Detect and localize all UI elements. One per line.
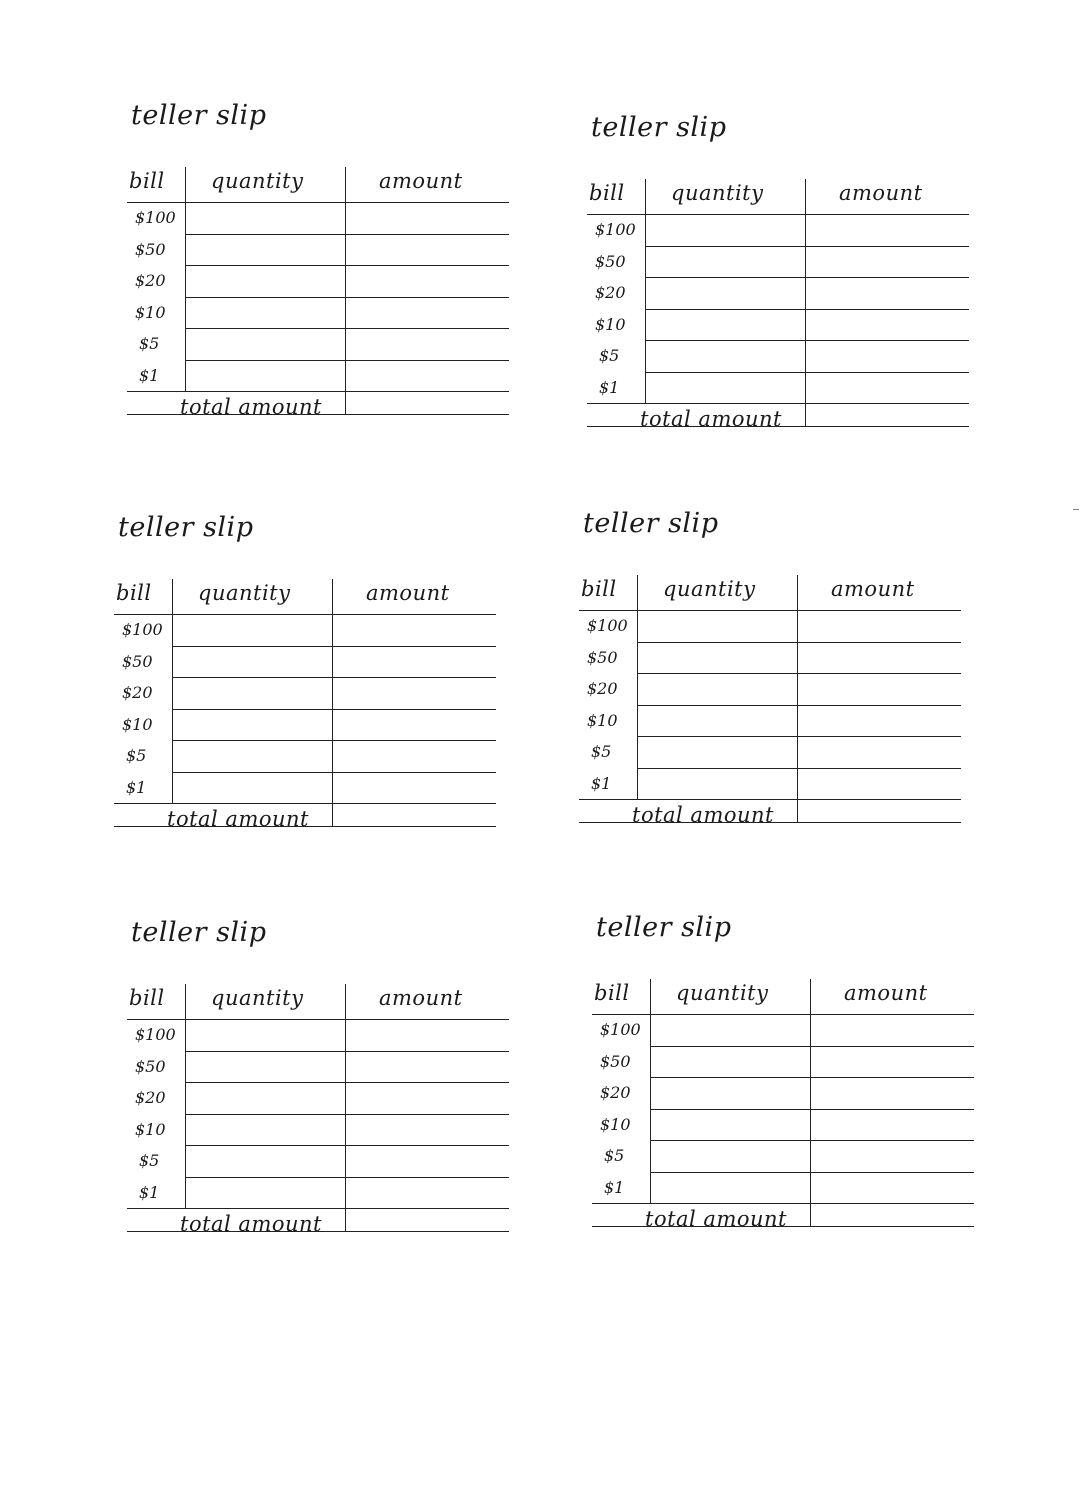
bill-denomination: $100	[122, 620, 163, 639]
amount-field[interactable]	[812, 1079, 972, 1107]
quantity-field[interactable]	[187, 1116, 343, 1144]
bill-denomination: $10	[600, 1114, 631, 1134]
amount-field[interactable]	[799, 675, 959, 703]
slip-table	[592, 964, 974, 1231]
amount-field[interactable]	[812, 1016, 972, 1044]
bill-denomination: $50	[595, 251, 626, 271]
bill-denomination: $5	[126, 746, 147, 765]
row-line	[185, 297, 509, 298]
total-top-line	[592, 1203, 974, 1204]
quantity-field[interactable]	[187, 1147, 343, 1175]
quantity-field[interactable]	[174, 648, 330, 676]
amount-field[interactable]	[334, 679, 494, 707]
quantity-field[interactable]	[187, 1053, 343, 1081]
slip-table	[127, 969, 509, 1236]
row-line	[645, 309, 969, 310]
row-line	[650, 1172, 974, 1173]
header-bill: bill	[594, 981, 630, 1005]
row-line	[650, 1140, 974, 1141]
slip-table	[127, 152, 509, 419]
row-line	[637, 768, 961, 769]
total-amount-label: total amount	[180, 1212, 322, 1236]
teller-slip	[127, 917, 509, 1237]
row-line	[185, 1114, 509, 1115]
total-top-line	[579, 799, 961, 800]
amount-field[interactable]	[799, 738, 959, 766]
amount-field[interactable]	[812, 1111, 972, 1139]
amount-field[interactable]	[807, 216, 967, 244]
bill-denomination: $50	[122, 651, 153, 671]
quantity-field[interactable]	[639, 707, 795, 735]
quantity-field[interactable]	[174, 616, 330, 644]
amount-field[interactable]	[807, 311, 967, 339]
bill-denomination: $100	[595, 220, 636, 239]
bill-denomination: $1	[139, 1182, 160, 1202]
bill-denomination: $1	[599, 377, 620, 397]
quantity-field[interactable]	[639, 612, 795, 640]
amount-field[interactable]	[347, 1179, 507, 1207]
header-underline	[127, 1019, 509, 1020]
bill-denomination: $5	[139, 334, 160, 353]
slip-title: teller slip	[118, 512, 254, 543]
header-amount: amount	[379, 986, 463, 1010]
amount-field[interactable]	[807, 248, 967, 276]
table-bottom-line	[587, 426, 969, 427]
slip-title: teller slip	[591, 112, 727, 143]
column-divider	[332, 579, 333, 826]
header-amount: amount	[366, 581, 450, 605]
table-bottom-line	[127, 1231, 509, 1232]
row-line	[637, 642, 961, 643]
quantity-field[interactable]	[187, 1021, 343, 1049]
row-line	[185, 1082, 509, 1083]
row-line	[645, 277, 969, 278]
total-amount-field[interactable]	[347, 393, 507, 412]
column-divider	[797, 575, 798, 822]
amount-field[interactable]	[347, 204, 507, 232]
amount-field[interactable]	[334, 774, 494, 802]
quantity-field[interactable]	[647, 248, 803, 276]
quantity-field[interactable]	[187, 236, 343, 264]
slip-title: teller slip	[131, 917, 267, 948]
amount-field[interactable]	[347, 1084, 507, 1112]
quantity-field[interactable]	[639, 738, 795, 766]
total-top-line	[127, 391, 509, 392]
slip-table	[587, 164, 969, 431]
header-quantity: quantity	[211, 986, 304, 1010]
row-line	[637, 705, 961, 706]
amount-field[interactable]	[347, 1021, 507, 1049]
header-underline	[592, 1014, 974, 1015]
header-amount: amount	[831, 577, 915, 601]
total-amount-label: total amount	[645, 1207, 787, 1231]
header-quantity: quantity	[211, 169, 304, 193]
bill-denomination: $50	[135, 239, 166, 259]
total-amount-field[interactable]	[799, 801, 959, 820]
row-line	[172, 772, 496, 773]
quantity-field[interactable]	[174, 742, 330, 770]
quantity-field[interactable]	[647, 279, 803, 307]
header-bill: bill	[116, 581, 152, 605]
quantity-field[interactable]	[647, 311, 803, 339]
total-amount-label: total amount	[632, 803, 774, 827]
bill-denomination: $1	[591, 773, 612, 793]
amount-field[interactable]	[812, 1048, 972, 1076]
amount-field[interactable]	[807, 342, 967, 370]
total-top-line	[127, 1208, 509, 1209]
quantity-field[interactable]	[639, 675, 795, 703]
column-divider	[645, 179, 646, 403]
teller-slip	[127, 100, 509, 420]
amount-field[interactable]	[347, 1053, 507, 1081]
header-bill: bill	[589, 181, 625, 205]
total-top-line	[587, 403, 969, 404]
bill-denomination: $10	[587, 710, 618, 730]
quantity-field[interactable]	[187, 267, 343, 295]
bill-denomination: $100	[135, 208, 176, 227]
header-underline	[114, 614, 496, 615]
table-bottom-line	[592, 1226, 974, 1227]
header-quantity: quantity	[198, 581, 291, 605]
bill-denomination: $20	[600, 1083, 631, 1102]
column-divider	[185, 167, 186, 391]
column-divider	[345, 167, 346, 414]
total-top-line	[114, 803, 496, 804]
quantity-field[interactable]	[647, 216, 803, 244]
slip-table	[114, 564, 496, 831]
bill-denomination: $5	[604, 1146, 625, 1165]
quantity-field[interactable]	[187, 330, 343, 358]
amount-field[interactable]	[799, 707, 959, 735]
header-amount: amount	[839, 181, 923, 205]
amount-field[interactable]	[812, 1142, 972, 1170]
bill-denomination: $50	[600, 1051, 631, 1071]
amount-field[interactable]	[807, 279, 967, 307]
column-divider	[810, 979, 811, 1226]
row-line	[645, 246, 969, 247]
bill-denomination: $50	[135, 1056, 166, 1076]
quantity-field[interactable]	[652, 1111, 808, 1139]
teller-slip	[587, 112, 969, 432]
bill-denomination: $50	[587, 647, 618, 667]
amount-field[interactable]	[812, 1174, 972, 1202]
column-divider	[345, 984, 346, 1231]
bill-denomination: $20	[595, 283, 626, 302]
slip-title: teller slip	[596, 912, 732, 943]
amount-field[interactable]	[799, 644, 959, 672]
quantity-field[interactable]	[639, 644, 795, 672]
amount-field[interactable]	[347, 1147, 507, 1175]
bill-denomination: $10	[595, 314, 626, 334]
column-divider	[185, 984, 186, 1208]
total-amount-field[interactable]	[347, 1210, 507, 1229]
table-bottom-line	[114, 826, 496, 827]
column-divider	[637, 575, 638, 799]
bill-denomination: $100	[600, 1020, 641, 1039]
quantity-field[interactable]	[652, 1048, 808, 1076]
row-line	[645, 340, 969, 341]
header-bill: bill	[581, 577, 617, 601]
column-divider	[172, 579, 173, 803]
row-line	[645, 372, 969, 373]
row-line	[650, 1077, 974, 1078]
bill-denomination: $1	[139, 365, 160, 385]
quantity-field[interactable]	[187, 299, 343, 327]
amount-field[interactable]	[334, 648, 494, 676]
table-bottom-line	[579, 822, 961, 823]
bill-denomination: $10	[135, 1119, 166, 1139]
row-line	[185, 265, 509, 266]
quantity-field[interactable]	[652, 1174, 808, 1202]
bill-denomination: $20	[122, 683, 153, 702]
amount-field[interactable]	[334, 616, 494, 644]
amount-field[interactable]	[347, 1116, 507, 1144]
column-divider	[650, 979, 651, 1203]
amount-field[interactable]	[347, 362, 507, 390]
quantity-field[interactable]	[174, 774, 330, 802]
quantity-field[interactable]	[652, 1142, 808, 1170]
total-amount-field[interactable]	[807, 405, 967, 424]
row-line	[185, 1177, 509, 1178]
header-amount: amount	[844, 981, 928, 1005]
quantity-field[interactable]	[647, 374, 803, 402]
edge-mark	[1073, 509, 1079, 510]
amount-field[interactable]	[334, 742, 494, 770]
quantity-field[interactable]	[639, 770, 795, 798]
quantity-field[interactable]	[187, 362, 343, 390]
row-line	[637, 673, 961, 674]
slip-title: teller slip	[583, 508, 719, 539]
row-line	[172, 677, 496, 678]
header-underline	[587, 214, 969, 215]
quantity-field[interactable]	[187, 204, 343, 232]
amount-field[interactable]	[347, 299, 507, 327]
row-line	[185, 328, 509, 329]
quantity-field[interactable]	[187, 1179, 343, 1207]
row-line	[637, 736, 961, 737]
bill-denomination: $20	[135, 271, 166, 290]
row-line	[172, 646, 496, 647]
row-line	[185, 1051, 509, 1052]
bill-denomination: $1	[126, 777, 147, 797]
row-line	[185, 360, 509, 361]
slip-table	[579, 560, 961, 827]
teller-slip	[592, 912, 974, 1232]
bill-denomination: $5	[599, 346, 620, 365]
header-quantity: quantity	[676, 981, 769, 1005]
amount-field[interactable]	[347, 236, 507, 264]
quantity-field[interactable]	[652, 1079, 808, 1107]
total-amount-field[interactable]	[812, 1205, 972, 1224]
row-line	[650, 1109, 974, 1110]
row-line	[185, 234, 509, 235]
slip-title: teller slip	[131, 100, 267, 131]
row-line	[172, 740, 496, 741]
total-amount-field[interactable]	[334, 805, 494, 824]
amount-field[interactable]	[334, 711, 494, 739]
bill-denomination: $5	[591, 742, 612, 761]
total-amount-label: total amount	[167, 807, 309, 831]
row-line	[650, 1046, 974, 1047]
quantity-field[interactable]	[174, 711, 330, 739]
row-line	[172, 709, 496, 710]
header-bill: bill	[129, 986, 165, 1010]
quantity-field[interactable]	[187, 1084, 343, 1112]
teller-slip	[114, 512, 496, 832]
total-amount-label: total amount	[180, 395, 322, 419]
header-quantity: quantity	[671, 181, 764, 205]
amount-field[interactable]	[807, 374, 967, 402]
amount-field[interactable]	[799, 612, 959, 640]
bill-denomination: $100	[135, 1025, 176, 1044]
quantity-field[interactable]	[652, 1016, 808, 1044]
header-underline	[127, 202, 509, 203]
amount-field[interactable]	[347, 330, 507, 358]
bill-denomination: $10	[135, 302, 166, 322]
quantity-field[interactable]	[647, 342, 803, 370]
bill-denomination: $5	[139, 1151, 160, 1170]
table-bottom-line	[127, 414, 509, 415]
bill-denomination: $20	[135, 1088, 166, 1107]
header-underline	[579, 610, 961, 611]
row-line	[185, 1145, 509, 1146]
amount-field[interactable]	[347, 267, 507, 295]
quantity-field[interactable]	[174, 679, 330, 707]
bill-denomination: $10	[122, 714, 153, 734]
amount-field[interactable]	[799, 770, 959, 798]
header-bill: bill	[129, 169, 165, 193]
bill-denomination: $20	[587, 679, 618, 698]
header-quantity: quantity	[663, 577, 756, 601]
bill-denomination: $100	[587, 616, 628, 635]
bill-denomination: $1	[604, 1177, 625, 1197]
teller-slip	[579, 508, 961, 828]
column-divider	[805, 179, 806, 426]
header-amount: amount	[379, 169, 463, 193]
total-amount-label: total amount	[640, 407, 782, 431]
